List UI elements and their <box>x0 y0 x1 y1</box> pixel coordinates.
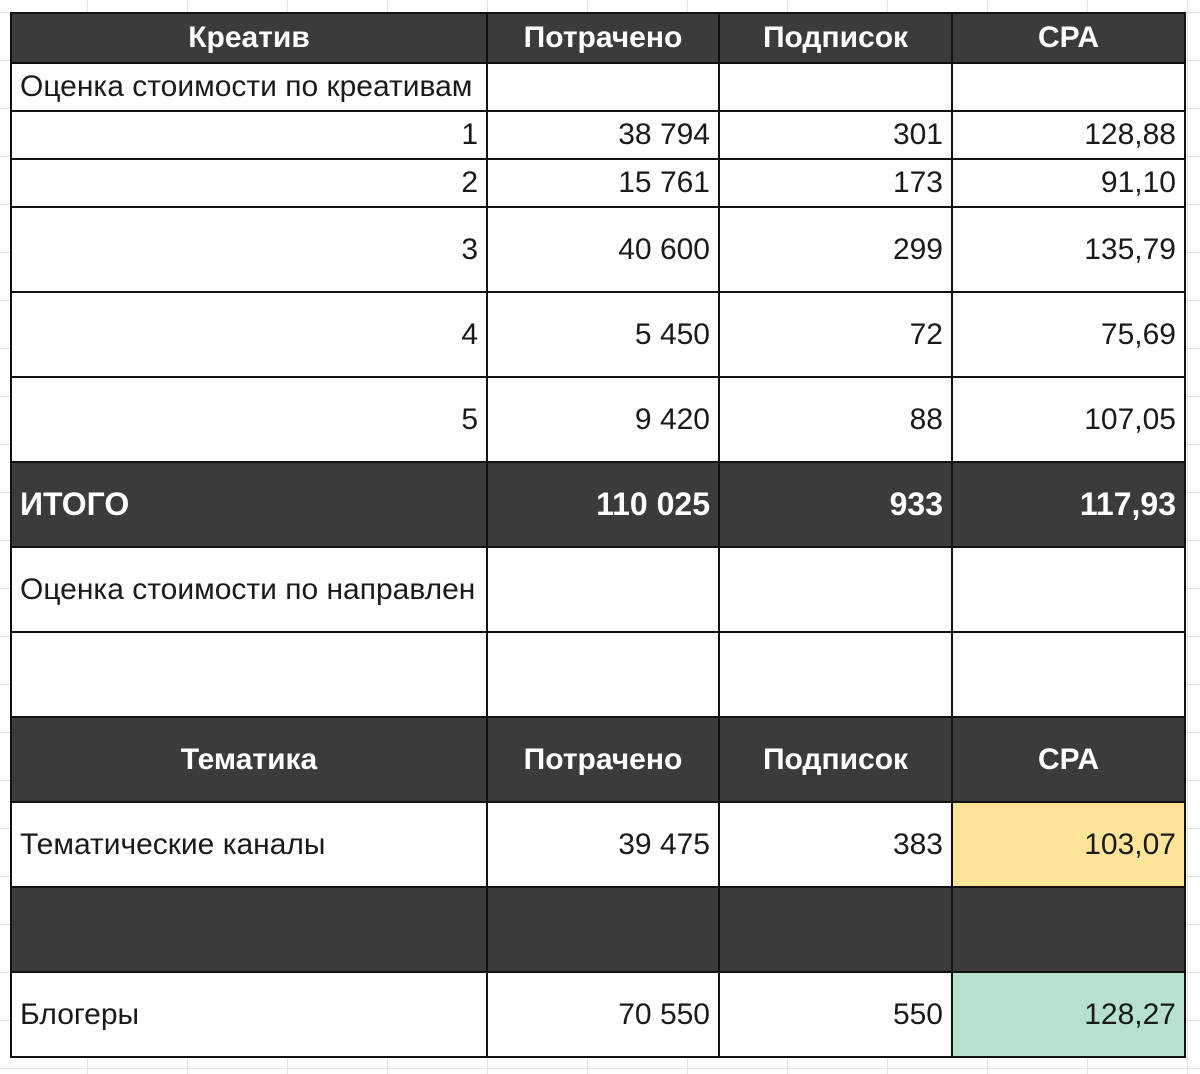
empty-cell[interactable] <box>487 887 719 972</box>
header-cell-subscriptions[interactable]: Подписок <box>719 13 952 63</box>
subtitle-row-creatives <box>11 63 1185 111</box>
subscriptions-cell[interactable]: 383 <box>719 802 952 887</box>
empty-cell[interactable] <box>487 632 719 717</box>
creative-id-cell[interactable]: 1 <box>11 111 487 159</box>
table-row <box>11 207 1185 292</box>
subscriptions-cell[interactable]: 299 <box>719 207 952 292</box>
empty-cell[interactable] <box>719 887 952 972</box>
table-row <box>11 802 1185 887</box>
empty-cell[interactable] <box>11 887 487 972</box>
subscriptions-cell[interactable]: 301 <box>719 111 952 159</box>
creative-id-cell[interactable]: 2 <box>11 159 487 207</box>
header-cell-cpa[interactable]: CPA <box>952 717 1185 802</box>
subscriptions-cell[interactable]: 88 <box>719 377 952 462</box>
spreadsheet-table <box>10 12 1186 1058</box>
spent-cell[interactable]: 70 550 <box>487 972 719 1057</box>
total-row <box>11 462 1185 547</box>
table-row <box>11 111 1185 159</box>
header-cell-creative[interactable]: Креатив <box>11 13 487 63</box>
spent-cell[interactable]: 9 420 <box>487 377 719 462</box>
table-row <box>11 377 1185 462</box>
table-row <box>11 159 1185 207</box>
subscriptions-cell[interactable]: 173 <box>719 159 952 207</box>
table-row <box>11 292 1185 377</box>
creative-id-cell[interactable]: 5 <box>11 377 487 462</box>
subscriptions-cell[interactable]: 72 <box>719 292 952 377</box>
total-spent-cell[interactable]: 110 025 <box>487 462 719 547</box>
subtitle-row-directions <box>11 547 1185 632</box>
header-cell-topic[interactable]: Тематика <box>11 717 487 802</box>
spent-cell[interactable]: 38 794 <box>487 111 719 159</box>
empty-cell[interactable] <box>487 547 719 632</box>
subtitle-cell[interactable]: Оценка стоимости по креативам <box>11 63 487 111</box>
header-cell-cpa[interactable]: CPA <box>952 13 1185 63</box>
cpa-cell[interactable]: 75,69 <box>952 292 1185 377</box>
cpa-cell-highlighted[interactable]: 103,07 <box>952 802 1185 887</box>
cpa-cell[interactable]: 135,79 <box>952 207 1185 292</box>
empty-cell[interactable] <box>719 632 952 717</box>
cpa-cell[interactable]: 128,88 <box>952 111 1185 159</box>
creative-id-cell[interactable]: 3 <box>11 207 487 292</box>
empty-cell[interactable] <box>11 632 487 717</box>
empty-cell[interactable] <box>719 547 952 632</box>
cpa-cell-highlighted[interactable]: 128,27 <box>952 972 1185 1057</box>
cpa-cell[interactable]: 91,10 <box>952 159 1185 207</box>
header-cell-spent[interactable]: Потрачено <box>487 13 719 63</box>
header-row-creatives <box>11 13 1185 63</box>
table-row <box>11 972 1185 1057</box>
empty-cell[interactable] <box>487 63 719 111</box>
header-cell-subscriptions[interactable]: Подписок <box>719 717 952 802</box>
empty-cell[interactable] <box>952 887 1185 972</box>
empty-cell[interactable] <box>952 547 1185 632</box>
topic-label-cell[interactable]: Тематические каналы <box>11 802 487 887</box>
empty-cell[interactable] <box>952 63 1185 111</box>
topic-label-cell[interactable]: Блогеры <box>11 972 487 1057</box>
creative-id-cell[interactable]: 4 <box>11 292 487 377</box>
empty-row <box>11 632 1185 717</box>
total-subscriptions-cell[interactable]: 933 <box>719 462 952 547</box>
header-row-topics <box>11 717 1185 802</box>
total-label-cell[interactable]: ИТОГО <box>11 462 487 547</box>
empty-cell[interactable] <box>719 63 952 111</box>
spent-cell[interactable]: 40 600 <box>487 207 719 292</box>
spent-cell[interactable]: 39 475 <box>487 802 719 887</box>
total-cpa-cell[interactable]: 117,93 <box>952 462 1185 547</box>
subscriptions-cell[interactable]: 550 <box>719 972 952 1057</box>
subtitle-cell[interactable]: Оценка стоимости по направлен <box>11 547 487 632</box>
empty-cell[interactable] <box>952 632 1185 717</box>
header-cell-spent[interactable]: Потрачено <box>487 717 719 802</box>
spent-cell[interactable]: 15 761 <box>487 159 719 207</box>
spent-cell[interactable]: 5 450 <box>487 292 719 377</box>
dark-separator-row <box>11 887 1185 972</box>
cpa-cell[interactable]: 107,05 <box>952 377 1185 462</box>
